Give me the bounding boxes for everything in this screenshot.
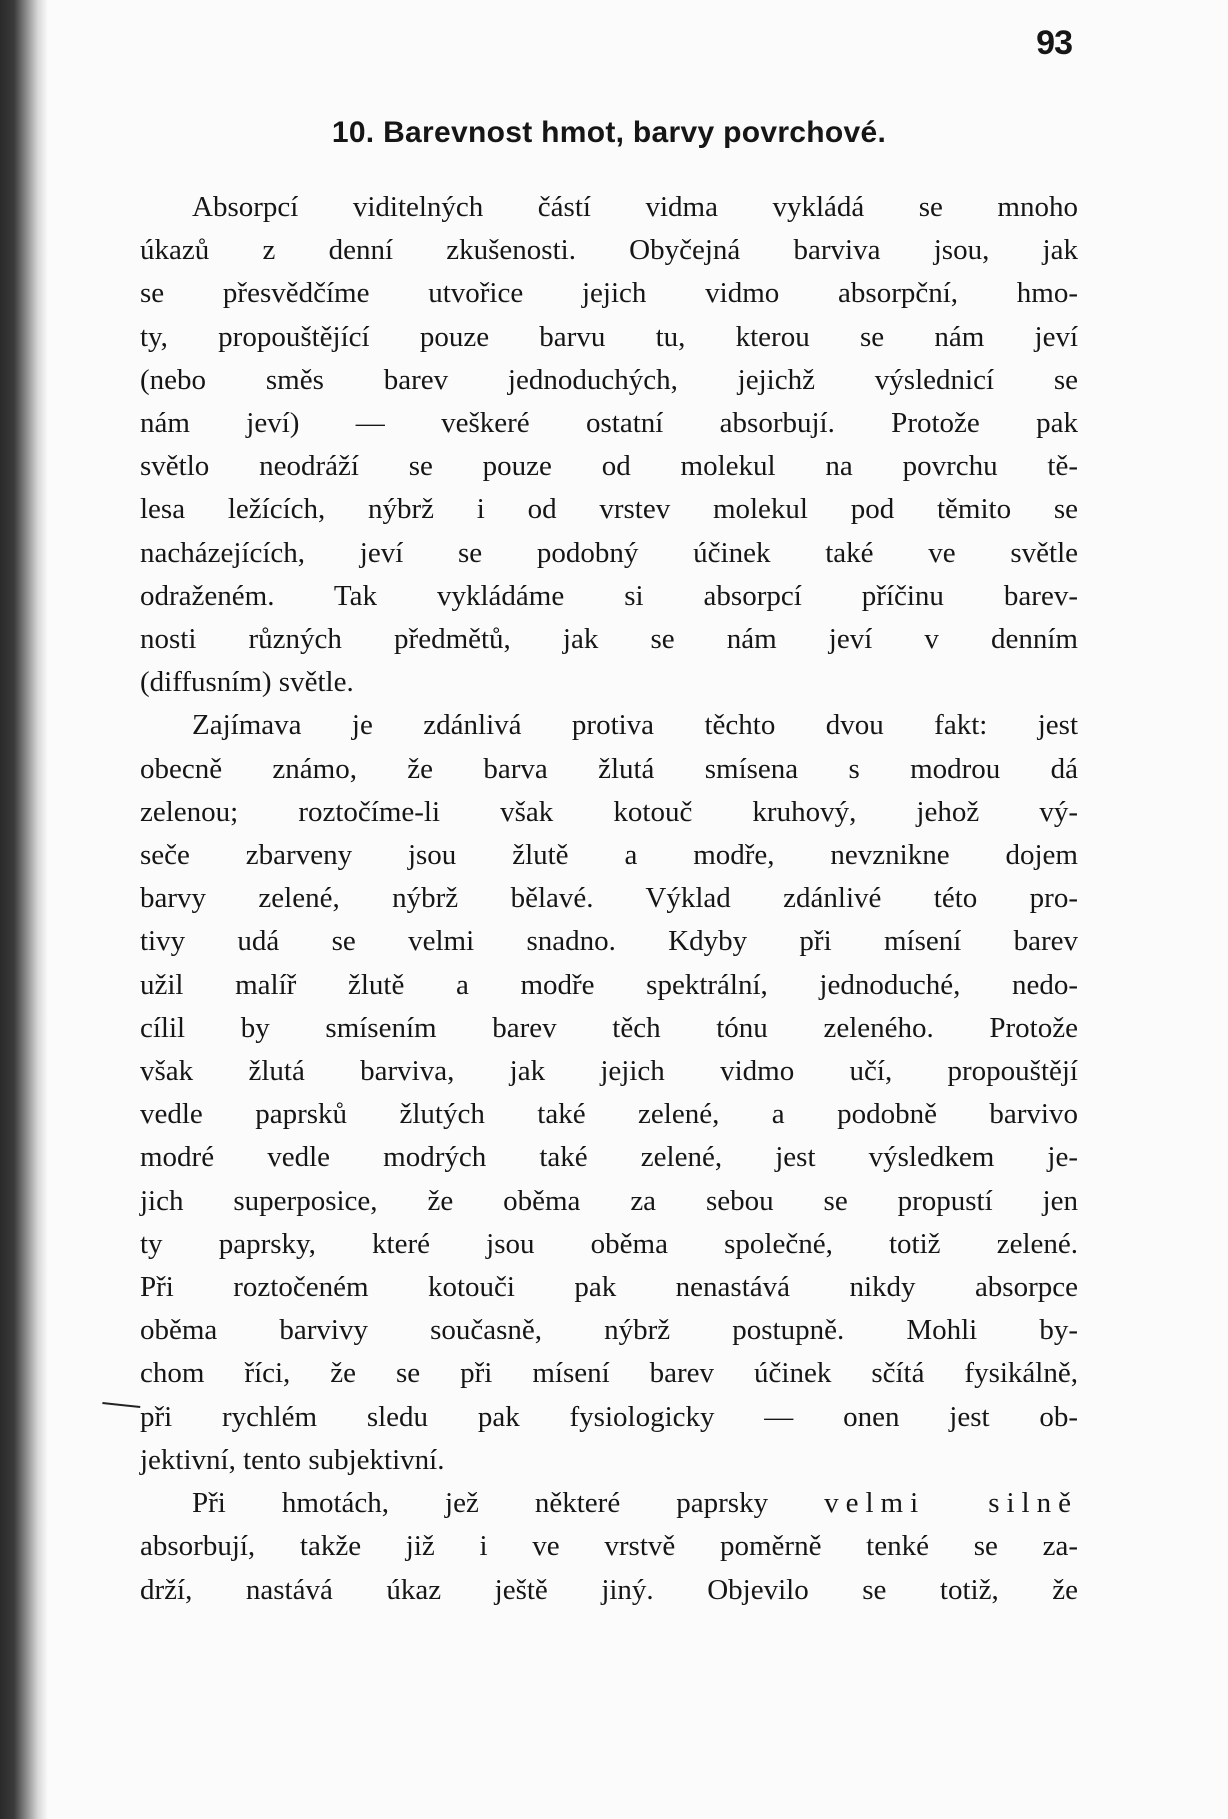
text-line: chom říci, že se při mísení barev účinek sčítá fysikálně, <box>140 1357 1078 1390</box>
text-line: (nebo směs barev jednoduchých, jejichž výslednicí se <box>140 363 1078 396</box>
text-line: drží, nastává úkaz ještě jiný. Objevilo se totiž, že <box>140 1573 1078 1606</box>
text-line: (diffusním) světle. <box>140 666 354 699</box>
text-line: nacházejících, jeví se podobný účinek také ve světle <box>140 536 1078 569</box>
text-line: barvy zelené, nýbrž bělavé. Výklad zdánlivé této pro- <box>140 882 1078 915</box>
page-number: 93 <box>1036 24 1072 62</box>
section-title: 10. Barevnost hmot, barvy povrchové. <box>331 116 887 149</box>
paragraph <box>140 186 1078 704</box>
text-line: nosti různých předmětů, jak se nám jeví v denním <box>140 623 1078 656</box>
text-line <box>140 1482 1078 1525</box>
body-text <box>140 186 1078 1612</box>
text-line: seče zbarveny jsou žlutě a modře, nevznikne dojem <box>140 839 1078 872</box>
text-line: Zajímava je zdánlivá protiva těchto dvou fakt: jest <box>192 709 1078 742</box>
paragraph <box>140 704 1078 1482</box>
text-line: lesa ležících, nýbrž i od vrstev molekul pod těmito se <box>140 493 1078 526</box>
text-line: cílil by smísením barev těch tónu zeleného. Protože <box>140 1011 1078 1044</box>
text-line: oběma barvivy současně, nýbrž postupně. Mohli by- <box>140 1314 1078 1347</box>
text-line: zelenou; roztočíme-li však kotouč kruhový, jehož vý- <box>140 795 1078 828</box>
text-line: při rychlém sledu pak fysiologicky — onen jest ob- <box>140 1400 1078 1433</box>
text-line: jich superposice, že oběma za sebou se propustí jen <box>140 1184 1078 1217</box>
paragraph <box>140 1482 1078 1612</box>
text-line: Při roztočeném kotouči pak nenastává nikdy absorpce <box>140 1271 1078 1304</box>
text-run: Při hmotách, jež některé paprsky <box>192 1487 825 1520</box>
margin-pencil-mark <box>102 1402 141 1414</box>
text-line: užil malíř žlutě a modře spektrální, jednoduché, nedo- <box>140 968 1078 1001</box>
emphasized-text: velmi silně <box>824 1487 1078 1520</box>
text-line: Absorpcí viditelných částí vidma vykládá se mnoho <box>192 191 1078 223</box>
text-line: vedle paprsků žlutých také zelené, a podobně barvivo <box>140 1098 1078 1131</box>
text-line: ty paprsky, které jsou oběma společné, totiž zelené. <box>140 1227 1078 1260</box>
text-line: absorbují, takže již i ve vrstvě poměrně tenké se za- <box>140 1530 1078 1563</box>
text-line: světlo neodráží se pouze od molekul na povrchu tě- <box>140 450 1078 483</box>
text-line: jektivní, tento subjektivní. <box>140 1443 445 1476</box>
text-line: obecně známo, že barva žlutá smísena s modrou dá <box>140 752 1078 785</box>
text-line: však žlutá barviva, jak jejich vidmo učí, propouštějí <box>140 1055 1078 1088</box>
binding-edge <box>0 0 48 1819</box>
text-line: odraženém. Tak vykládáme si absorpcí příčinu barev- <box>140 579 1078 612</box>
text-line: modré vedle modrých také zelené, jest výsledkem je- <box>140 1141 1078 1174</box>
text-line: úkazů z denní zkušenosti. Obyčejná barviva jsou, jak <box>140 234 1078 267</box>
text-line: ty, propouštějící pouze barvu tu, kterou se nám jeví <box>140 320 1078 353</box>
text-line: tivy udá se velmi snadno. Kdyby při mísení barev <box>140 925 1078 958</box>
text-line: nám jeví) — veškeré ostatní absorbují. Protože pak <box>140 407 1078 440</box>
text-line: se přesvědčíme utvořice jejich vidmo absorpční, hmo- <box>140 277 1078 310</box>
